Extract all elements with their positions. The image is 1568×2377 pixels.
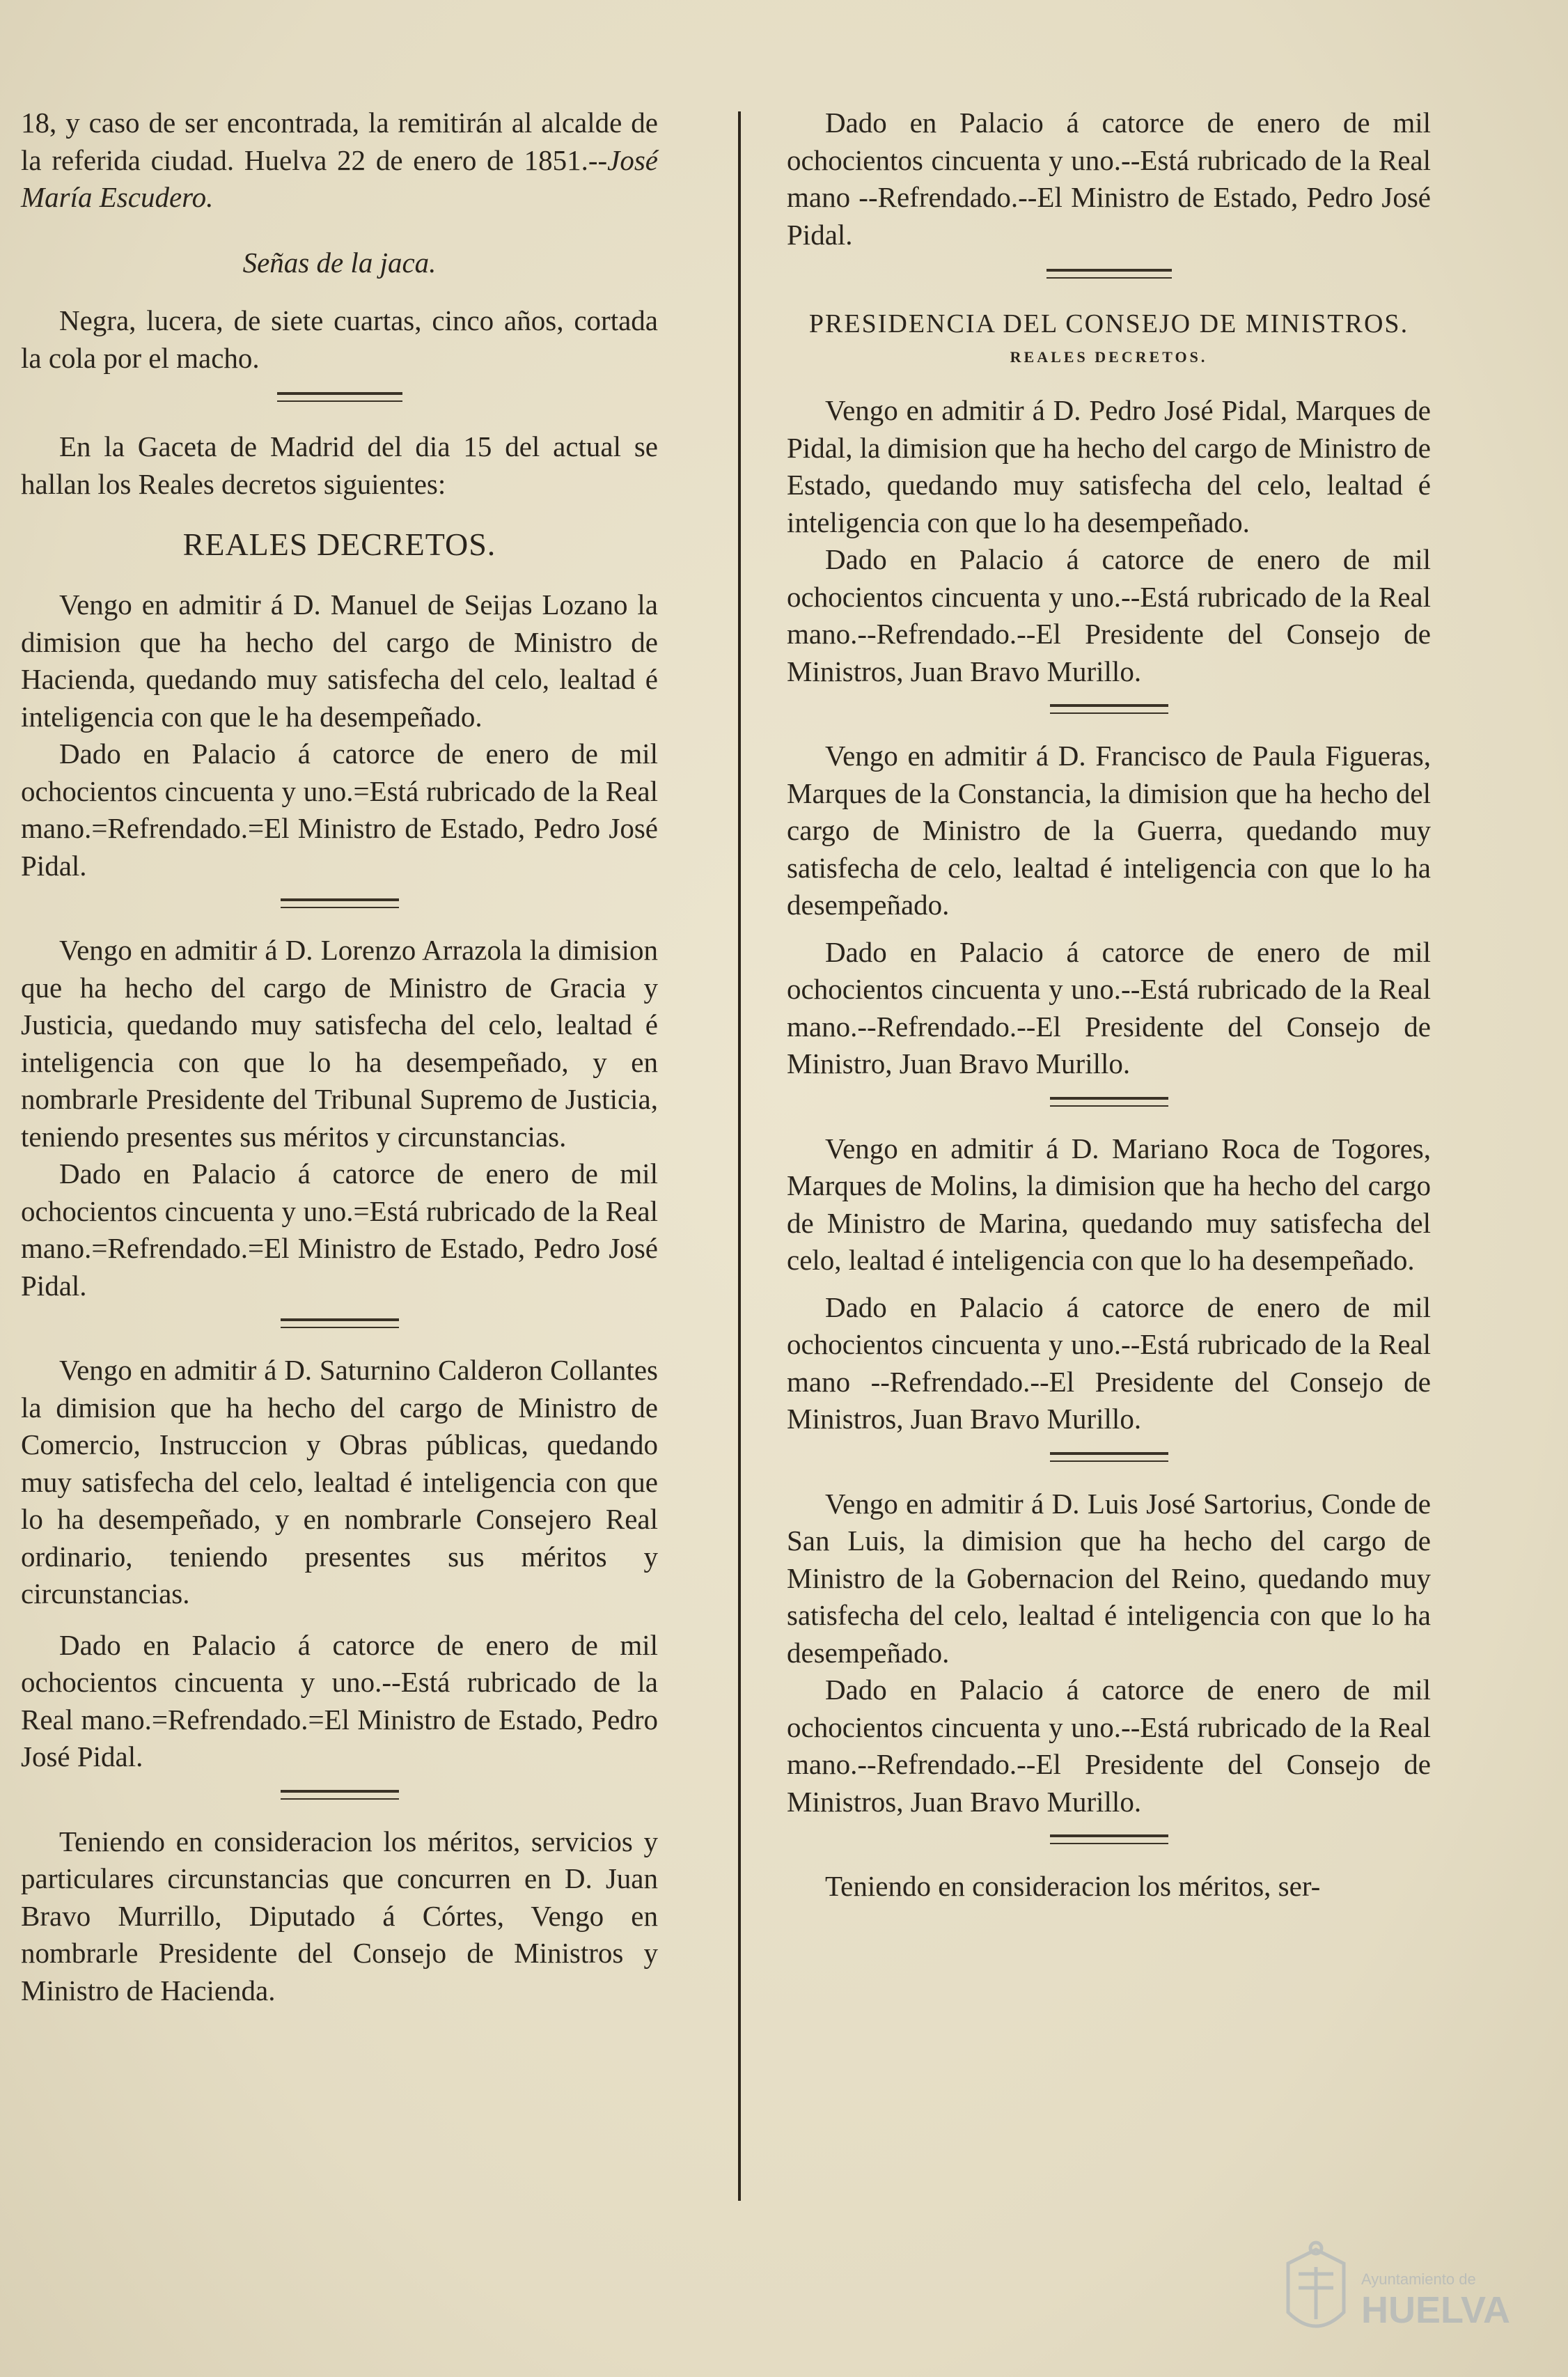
decree-signature: Dado en Palacio á catorce de enero de mil ochocientos cincuenta y uno.--Está rubricado de la Real mano --Refrendado.--El Presidente del Consejo de Ministros, Juan Bravo Murillo. (787, 1291, 1431, 1435)
intro-text: 18, y caso de ser encontrada, la remitirán al alcalde de la referida ciudad. Huelva 22 de enero de 1851.-- (21, 107, 658, 176)
top-signature: Dado en Palacio á catorce de enero de mil ochocientos cincuenta y uno.--Está rubricado de la Real mano --Refrendado.--El Ministro de Estado, Pedro José Pidal. (787, 107, 1431, 251)
crest-icon (1288, 2243, 1344, 2326)
decree-signature: Dado en Palacio á catorce de enero de mil ochocientos cincuenta y uno.--Está rubricado de la Real mano.--Refrendado.--El Presidente del Consejo de Ministro, Juan Bravo Murillo. (787, 935, 1431, 1080)
decree-text: Vengo en admitir á D. Mariano Roca de Togores, Marques de Molins, la dimision que ha hecho del cargo de Ministro de Marina, quedando muy satisfecha del celo, lealtad é inteligencia con que lo ha desempeñado. (787, 1132, 1431, 1276)
decree-text: Vengo en admitir á D. Lorenzo Arrazola la dimision que ha hecho del cargo de Ministro de Gracia y Justicia, quedando muy satisfecha del celo, lealtad é inteligencia con que lo ha desempeñado, y en nombrarle Presidente del Tribunal Supremo de Justicia, teniendo presentes sus méritos y circunstancias. (21, 934, 658, 1153)
closing-paragraph: Teniendo en consideracion los méritos, servicios y particulares circunstancias que concurren en D. Juan Bravo Murrillo, Diputado á Córtes, Vengo en nombrarle Presidente del Consejo de Ministros y Ministro de Hacienda. (21, 1825, 658, 2006)
watermark-line2: HUELVA (1361, 2289, 1510, 2331)
separator-rule (1046, 269, 1172, 279)
separator-rule (1050, 704, 1168, 714)
decree-signature: Dado en Palacio á catorce de enero de mil ochocientos cincuenta y uno.--Está rubricado de la Real mano.--Refrendado.--El Presidente del Consejo de Ministros, Juan Bravo Murillo. (787, 543, 1431, 687)
decree-signature: Dado en Palacio á catorce de enero de mil ochocientos cincuenta y uno.=Está rubricado de la Real mano.=Refrendado.=El Ministro de Estado, Pedro José Pidal. (21, 1158, 658, 1302)
decree-signature: Dado en Palacio á catorce de enero de mil ochocientos cincuenta y uno.=Está rubricado de la Real mano.=Refrendado.=El Ministro de Estado, Pedro José Pidal. (21, 738, 658, 882)
decree-signature: Dado en Palacio á catorce de enero de mil ochocientos cincuenta y uno.--Está rubricado de la Real mano.--Refrendado.--El Presidente del Consejo de Ministros, Juan Bravo Murillo. (787, 1674, 1431, 1818)
right-column (787, 104, 1431, 1906)
horse-description: Negra, lucera, de siete cuartas, cinco años, cortada la cola por el macho. (21, 304, 658, 374)
intro-paragraph (21, 104, 658, 217)
decree-text: Vengo en admitir á D. Manuel de Seijas Lozano la dimision que ha hecho del cargo de Ministro de Hacienda, quedando muy satisfecha del celo, lealtad é inteligencia con que le ha desempeñado. (21, 589, 658, 733)
decree-text: Vengo en admitir á D. Luis José Sartorius, Conde de San Luis, la dimision que ha hecho del cargo de Ministro de la Gobernacion del Reino, quedando muy satisfecha del celo, lealtad é inteligencia con que lo ha desempeñado. (787, 1487, 1431, 1669)
decree-text: Vengo en admitir á D. Francisco de Paula Figueras, Marques de la Constancia, la dimision que ha hecho del cargo de Ministro de la Guerra, quedando muy satisfecha de celo, lealtad é inteligencia con que lo ha desempeñado. (787, 740, 1431, 921)
reales-decretos-heading: REALES DECRETOS. (182, 527, 496, 562)
separator-rule (1050, 1834, 1168, 1844)
horse-heading: Señas de la jaca. (242, 246, 437, 279)
gaceta-intro: En la Gaceta de Madrid del dia 15 del actual se hallan los Reales decretos siguientes: (21, 430, 658, 500)
separator-rule (281, 1318, 399, 1328)
decree-text: Vengo en admitir á D. Pedro José Pidal, Marques de Pidal, la dimision que ha hecho del cargo de Ministro de Estado, quedando muy satisfecha del celo, lealtad é inteligencia con que lo ha desempeñado. (787, 394, 1431, 538)
separator-rule (281, 898, 399, 908)
presidencia-heading: PRESIDENCIA DEL CONSEJO DE MINISTROS. (808, 309, 1409, 338)
intro-signer: José María Escudero. (21, 143, 658, 213)
decree-signature: Dado en Palacio á catorce de enero de mil ochocientos cincuenta y uno.--Está rubricado de la Real mano.=Refrendado.=El Ministro de Estado, Pedro José Pidal. (21, 1628, 658, 1772)
huelva-crest-watermark (1274, 2236, 1525, 2354)
reales-decretos-subheading: REALES DECRETOS. (1010, 348, 1208, 366)
decree-text: Vengo en admitir á D. Saturnino Calderon Collantes la dimision que ha hecho del cargo de Ministro de Comercio, Instruccion y Obras públicas, quedando muy satisfecha del celo, lealtad é inteligencia con que lo ha desempeñado, y en nombrarle Consejero Real ordinario, teniendo presentes sus méritos y circunstancias. (21, 1354, 658, 1610)
separator-rule (1050, 1097, 1168, 1107)
separator-rule (281, 1790, 399, 1800)
column-divider (738, 111, 741, 2201)
watermark-line1: Ayuntamiento de (1361, 2270, 1476, 2288)
separator-rule (1050, 1452, 1168, 1462)
closing-paragraph: Teniendo en consideracion los méritos, ser- (825, 1870, 1321, 1902)
separator-rule (277, 392, 402, 402)
left-column (21, 104, 658, 2009)
